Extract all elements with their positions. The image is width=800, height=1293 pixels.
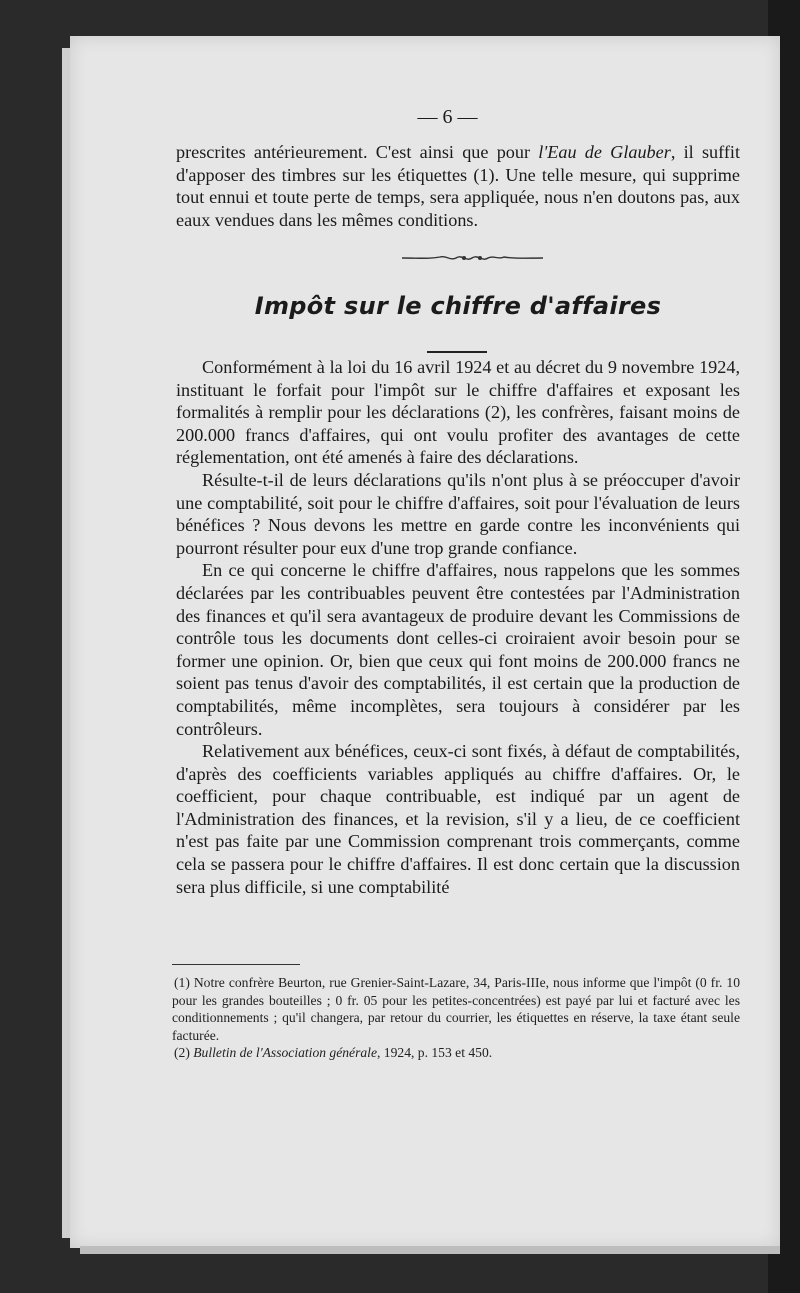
footnote-2-title: Bulletin de l'Association générale <box>193 1045 377 1061</box>
page-number: — 6 — <box>417 106 478 128</box>
footnote-2-ref: , 1924, p. 153 et 450. <box>377 1045 493 1061</box>
intro-text-italic: l'Eau de Glauber <box>538 142 671 162</box>
section-title: Impôt sur le chiffre d'affaires <box>254 292 662 320</box>
footnotes <box>172 974 740 1062</box>
paragraph-4: Relativement aux bénéfices, ceux-ci sont fixés, à défaut de comptabilités, d'après des coefficients variables appliqués au chiffre d'affaires. Or, le coefficient, pour chaque contribuable, est indiqué par un agent de l'Administration des finances, et la revision, s'il y a lieu, de ce coefficient n'est pas faite par une Commission comprenant trois commerçants, comme cela se passera pour le chiffre d'affaires. Il est donc certain que la discussion sera plus difficile, si une comptabilité <box>176 741 740 897</box>
paragraph-1: Conformément à la loi du 16 avril 1924 et au décret du 9 novembre 1924, instituant le forfait pour l'impôt sur le chiffre d'affaires et exposant les formalités à remplir pour les déclarations (2), les confrères, faisant moins de 200.000 francs d'affaires, qui ont voulu profiter des avantages de cette réglementation, ont été amenés à faire des déclarations. <box>176 357 740 468</box>
ornament-divider <box>400 250 545 266</box>
footnote-1: (1) Notre confrère Beurton, rue Grenier-Saint-Lazare, 34, Paris-IIIe, nous informe que l'impôt (0 fr. 10 pour les grandes bouteilles ; 0 fr. 05 pour les petites-concentrées) est payé par lui et facturé avec les conditionnements ; qu'il changera, par retour du courrier, les étiquettes en réserve, la taxe étant seule facturée. <box>172 975 740 1043</box>
title-underline <box>427 351 487 353</box>
page-bottom-edge <box>80 1246 780 1254</box>
footnote-2-number: (2) <box>174 1045 194 1061</box>
intro-text-end: , il suffit d'apposer des timbres sur les étiquettes (1). Une telle mesure, qui supprime tout ennui et toute perte de temps, sera appliquée, nous n'en doutons pas, aux eaux vendues dans les mêmes conditions. <box>176 142 741 230</box>
intro-paragraph <box>176 141 740 231</box>
paragraph-2: Résulte-t-il de leurs déclarations qu'ils n'ont plus à se préoccuper d'avoir une comptabilité, soit pour le chiffre d'affaires, soit pour l'évaluation de leurs bénéfices ? Nous devons les mettre en garde contre les inconvénients qui pourront résulter pour eux d'une trop grande confiance. <box>176 469 740 558</box>
paragraph-3: En ce qui concerne le chiffre d'affaires, nous rappelons que les sommes déclarées par les contribuables peuvent être contestées par l'Administration des finances et qu'il sera avantageux de produire devant les Commissions de contrôle tous les documents dont celles-ci croiraient avoir besoin pour se former une opinion. Or, bien que ceux qui font moins de 200.000 francs ne soient pas tenus d'avoir des comptabilités, il est certain que la production de comptabilités, même incomplètes, sera toujours à considérer par les contrôleurs. <box>176 560 740 739</box>
footnote-2 <box>172 1044 740 1062</box>
intro-text-start: prescrites antérieurement. C'est ainsi que pour <box>176 142 539 162</box>
body-text <box>176 356 740 898</box>
footnote-separator <box>172 964 300 965</box>
